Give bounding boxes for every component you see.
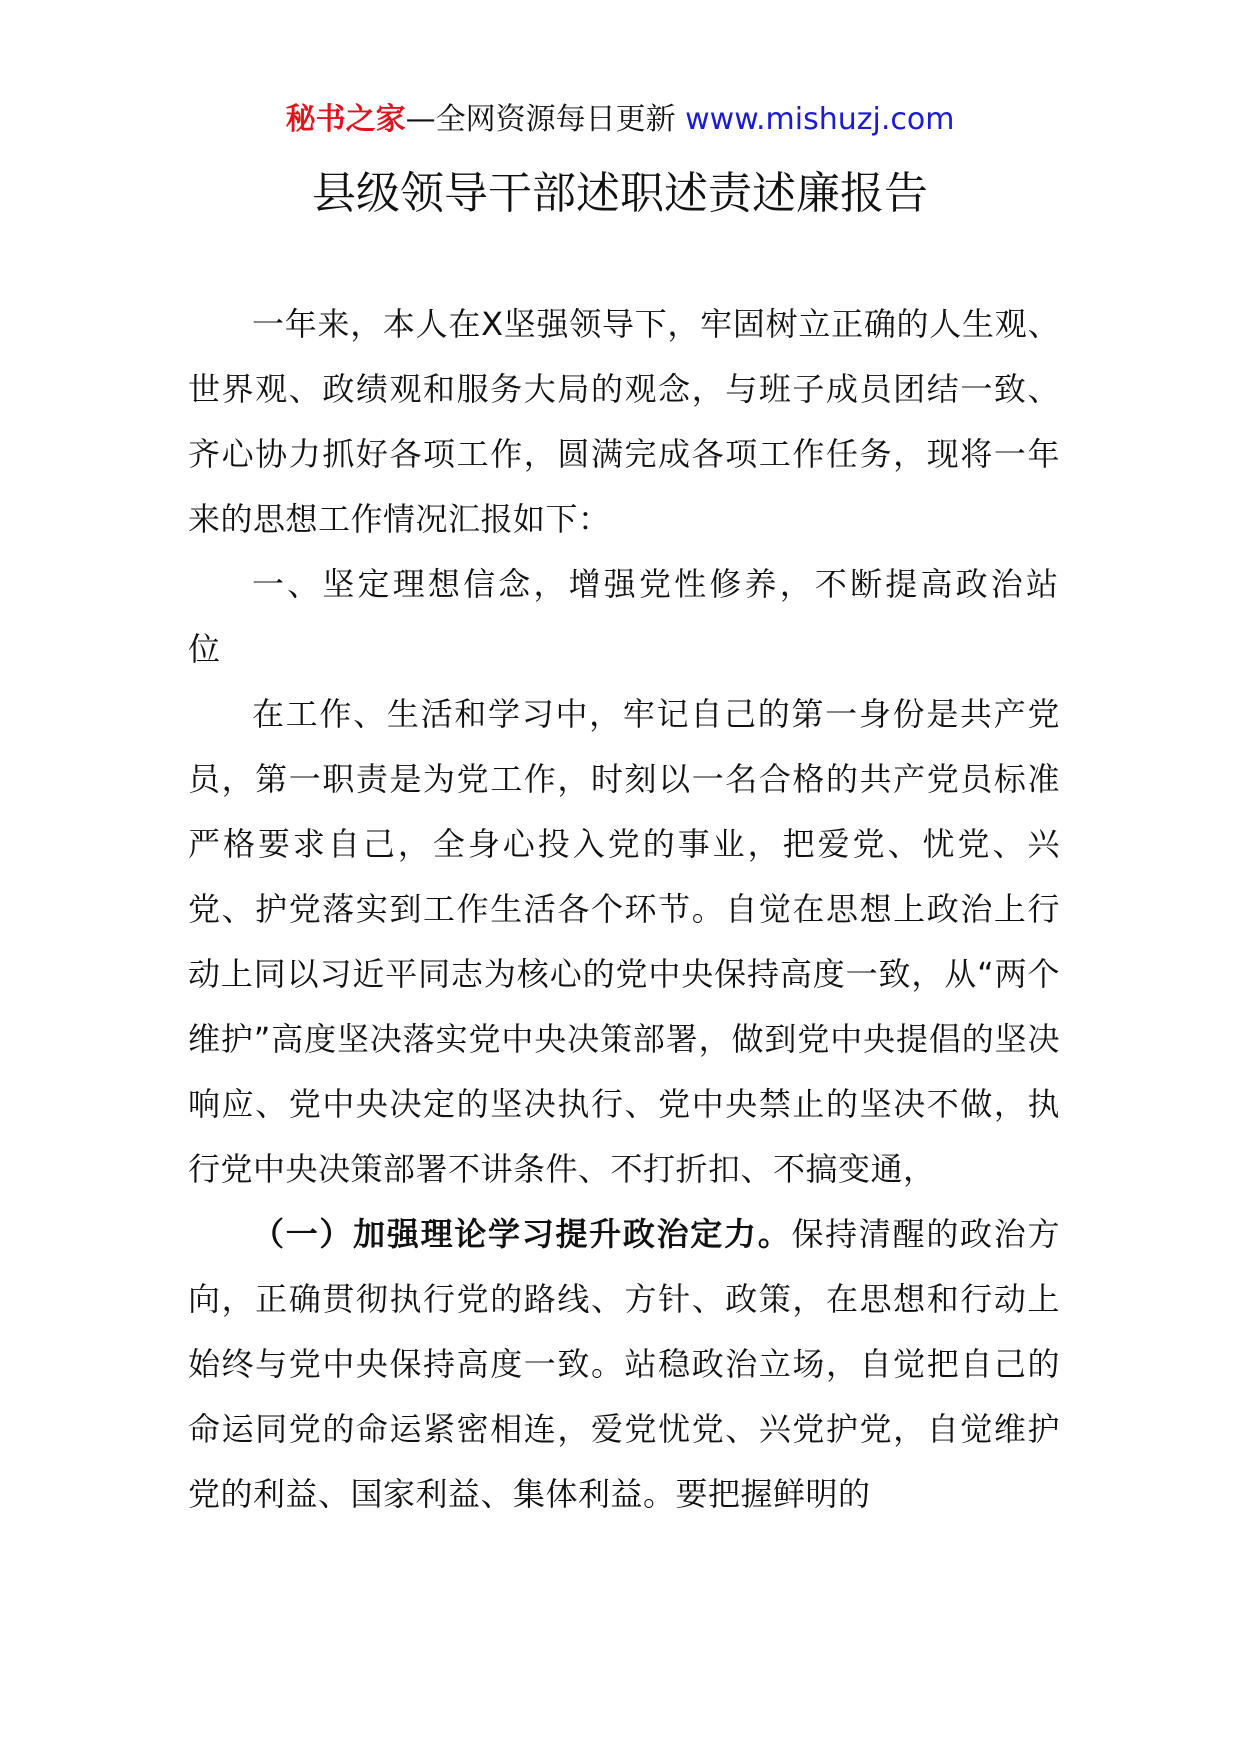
subsection-body: 保持清醒的政治方向，正确贯彻执行党的路线、方针、政策，在思想和行动上始终与党中央保持高度一致。站稳政治立场，自觉把自己的命运同党的命运紧密相连，爱党忧党、兴党护党，自觉维护党的利益、国家利益、集体利益。要把握鲜明的 <box>188 1215 1060 1513</box>
subsection-heading: （一）加强理论学习提升政治定力。 <box>252 1215 792 1253</box>
section-heading: 一、坚定理想信念，增强党性修养，不断提高政治站位 <box>188 565 1060 668</box>
subsection-paragraph <box>188 1202 1060 1527</box>
document-body <box>188 292 1060 1527</box>
banner-tagline: —全网资源每日更新 <box>405 102 676 137</box>
section-paragraph: 在工作、生活和学习中，牢记自己的第一身份是共产党员，第一职责是为党工作，时刻以一名合格的共产党员标准严格要求自己，全身心投入党的事业，把爱党、忧党、兴党、护党落实到工作生活各个环节。自觉在思想上政治上行动上同以习近平同志为核心的党中央保持高度一致，从“两个维护”高度坚决落实党中央决策部署，做到党中央提倡的坚决响应、党中央决定的坚决执行、党中央禁止的坚决不做，执行党中央决策部署不讲条件、不打折扣、不搞变通， <box>188 695 1060 1188</box>
document-title: 县级领导干部述职述责述廉报告 <box>312 168 928 219</box>
banner-url-link[interactable]: www.mishuzj.com <box>685 102 955 137</box>
banner-brand: 秘书之家 <box>285 102 406 137</box>
intro-paragraph: 一年来，本人在X坚强领导下，牢固树立正确的人生观、世界观、政绩观和服务大局的观念，与班子成员团结一致、齐心协力抓好各项工作，圆满完成各项工作任务，现将一年来的思想工作情况汇报如下： <box>188 305 1060 538</box>
site-banner <box>0 100 1240 140</box>
